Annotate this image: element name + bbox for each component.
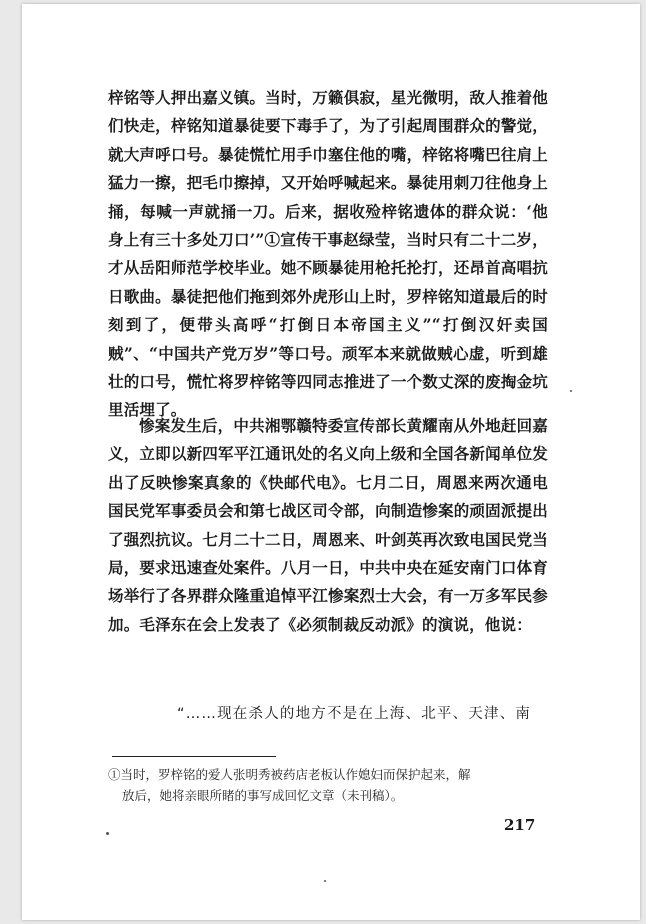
book-page xyxy=(22,4,640,920)
scan-speck xyxy=(106,832,109,835)
body-paragraph-2: 惨案发生后，中共湘鄂赣特委宣传部长黄耀南从外地赶回嘉义，立即以新四军平江通讯处的名义向上级和全国各新闻单位发出了反映惨案真象的《快邮代电》。七月二日，周恩来两次通电国民党军事委员会和第七战区司令部，向制造惨案的顽固派提出了强烈抗议。七月二十二日，周恩来、叶剑英再次致电国民党当局，要求迅速查处案件。八月一日，中共中央在延安南门口体育场举行了各界群众隆重追悼平江惨案烈士大会，有一万多军民参加。毛泽东在会上发表了《必须制裁反动派》的演说，他说： xyxy=(108,416,548,634)
scan-speck xyxy=(570,390,572,392)
body-paragraph-1: 梓铭等人押出嘉义镇。当时，万籁俱寂，星光微明，敌人推着他们快走，梓铭知道暴徒要下毒手了，为了引起周围群众的警觉，就大声呼口号。暴徒慌忙用手巾塞住他的嘴，梓铭将嘴巴往肩上猛力一擦，把毛巾擦掉，又开始呼喊起来。暴徒用刺刀往他身上捅，每喊一声就捅一刀。后来，据收殓梓铭遗体的群众说：‘他身上有三十多处刀口’”①宣传干事赵绿莹，当时只有二十二岁，才从岳阳师范学校毕业。她不顾暴徒用枪托抡打，还昂首高唱抗日歌曲。暴徒把他们拖到郊外虎形山上时，罗梓铭知道最后的时刻到了，便带头高呼“打倒日本帝国主义”“打倒汉奸卖国贼”、“中国共产党万岁”等口号。顽军本来就做贼心虚，听到雄壮的口号，慌忙将罗梓铭等四同志推进了一个数丈深的废掏金坑里活埋了。 xyxy=(108,88,548,420)
footnote-line-2: 放后，她将亲眼所睹的事写成回忆文章（未刊稿）。 xyxy=(122,788,404,803)
footnote xyxy=(108,764,548,806)
page-number: 217 xyxy=(504,816,536,834)
quotation-line: “……现在杀人的地方不是在上海、北平、天津、南 xyxy=(177,706,532,722)
footnote-divider xyxy=(112,756,276,757)
scan-speck xyxy=(324,880,326,882)
footnote-line-1: ①当时，罗梓铭的爱人张明秀被药店老板认作媳妇而保护起来，解 xyxy=(108,767,471,782)
